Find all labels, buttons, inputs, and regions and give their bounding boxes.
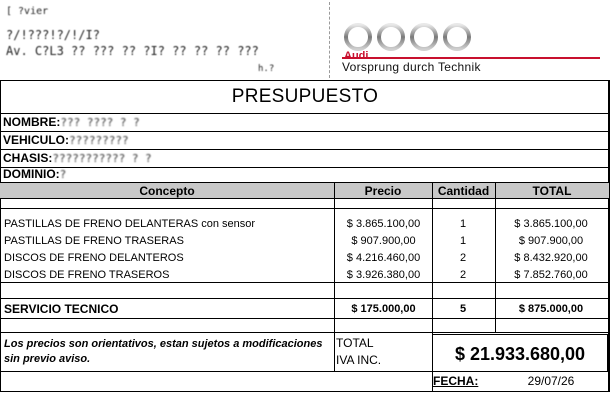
fecha-label: FECHA: (433, 374, 479, 388)
item-concepto: DISCOS DE FRENO DELANTEROS (4, 252, 184, 264)
item-cantidad: 2 (459, 269, 467, 281)
service-total: $ 875.000,00 (518, 303, 584, 315)
col-header-total: TOTAL (495, 182, 609, 199)
item-precio: $ 3.865.100,00 (346, 218, 421, 230)
item-cantidad: 1 (459, 235, 467, 247)
col-divider (334, 182, 335, 332)
letterhead (2, 2, 330, 78)
item-concepto: DISCOS DE FRENO TRASEROS (4, 269, 170, 281)
letterhead-line-1: [ ?vier (6, 6, 49, 17)
field-label: CHASIS: (3, 151, 53, 165)
disclaimer-note: Los precios son orientativos, estan sujetos a modificaciones sin previo aviso. (4, 338, 323, 365)
item-total: $ 907.900,00 (518, 235, 584, 247)
field-value: ? (59, 168, 67, 181)
field-vehiculo (0, 132, 610, 150)
item-total: $ 7.852.760,00 (514, 269, 588, 281)
item-precio: $ 3.926.380,00 (346, 269, 421, 281)
audi-logo (338, 22, 608, 76)
fecha-value: 29/07/26 (527, 374, 575, 388)
iva-label: IVA INC. (336, 353, 382, 367)
row-divider (0, 332, 610, 333)
field-label: NOMBRE: (3, 115, 61, 129)
item-concepto: PASTILLAS DE FRENO DELANTERAS con sensor (4, 218, 256, 230)
col-header-precio: Precio (334, 182, 432, 199)
field-value: ??? ???? ? ? (60, 116, 140, 129)
field-label: DOMINIO: (3, 167, 60, 181)
service-cantidad: 5 (459, 303, 467, 315)
row-divider (0, 318, 610, 319)
col-divider (334, 332, 335, 371)
field-label: VEHICULO: (3, 133, 69, 147)
brand-name: Audi (344, 50, 369, 62)
letterhead-line-4: h.? (258, 64, 275, 74)
document-title: PRESUPUESTO (231, 86, 379, 107)
service-concepto: SERVICIO TECNICO (4, 302, 119, 316)
total-label: TOTAL (336, 336, 374, 350)
col-header-concepto: Concepto (0, 182, 334, 199)
audi-rings-icon (340, 22, 476, 52)
item-cantidad: 1 (459, 218, 467, 230)
item-concepto: PASTILLAS DE FRENO TRASERAS (4, 235, 184, 247)
item-precio: $ 4.216.460,00 (346, 252, 421, 264)
item-total: $ 3.865.100,00 (514, 218, 588, 230)
field-value: ????????? (69, 134, 129, 147)
row-divider (0, 298, 610, 299)
letterhead-line-2: ?/!???!?/!/I? (6, 28, 100, 42)
grand-total: $ 21.933.680,00 (432, 334, 608, 372)
logo-rule (342, 57, 600, 59)
item-precio: $ 907.900,00 (351, 235, 416, 247)
field-value: ??????????? ? ? (52, 152, 152, 165)
service-precio: $ 175.000,00 (351, 303, 416, 315)
field-nombre (0, 114, 610, 132)
item-total: $ 8.432.920,00 (514, 252, 588, 264)
col-header-cantidad: Cantidad (432, 182, 495, 199)
brand-slogan: Vorsprung durch Technik (342, 60, 481, 74)
letterhead-address: Av. C?L3 ?? ??? ?? ?I? ?? ?? ?? ??? (6, 44, 259, 58)
row-divider (0, 208, 610, 209)
item-cantidad: 2 (459, 252, 467, 264)
